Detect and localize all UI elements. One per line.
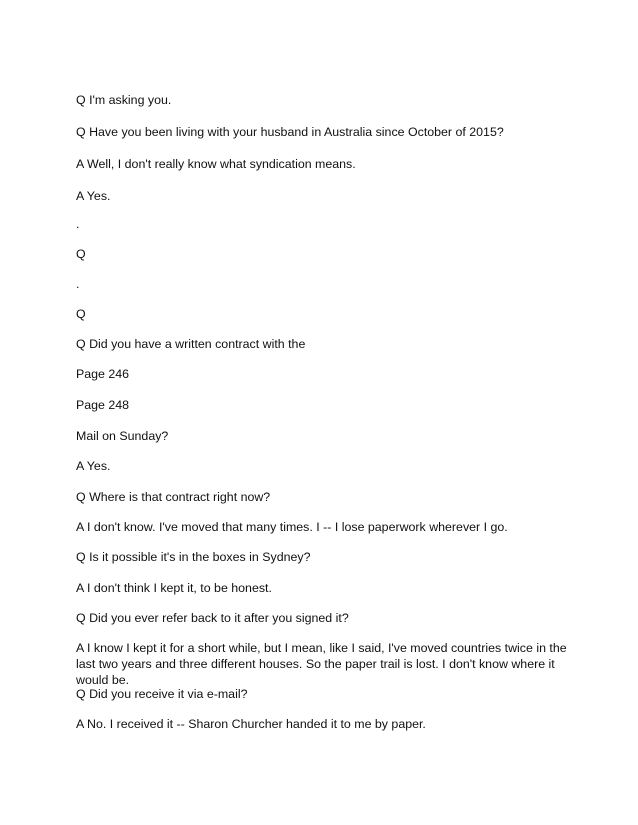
paragraph: Q I'm asking you. xyxy=(76,93,172,107)
paragraph: A Yes. xyxy=(76,459,111,473)
paragraph: Mail on Sunday? xyxy=(76,429,169,443)
paragraph: A Yes. xyxy=(76,189,111,203)
paragraph: A No. I received it -- Sharon Churcher handed it to me by paper. xyxy=(76,717,426,731)
paragraph: Q xyxy=(76,307,86,321)
page-number: Page 246 xyxy=(76,367,130,381)
paragraph: . xyxy=(76,277,80,291)
paragraph: A I know I kept it for a short while, but I mean, like I said, I've moved countries twice in the last two years and three different houses. So the paper trail is lost. I don't know where it would be. xyxy=(76,641,567,687)
paragraph: Q xyxy=(76,247,86,261)
paragraph: Q Did you receive it via e-mail? xyxy=(76,687,248,701)
paragraph: Q Have you been living with your husband in Australia since October of 2015? xyxy=(76,125,504,139)
paragraph: Q Where is that contract right now? xyxy=(76,490,271,504)
paragraph: A Well, I don't really know what syndication means. xyxy=(76,157,356,171)
paragraph: Q Did you have a written contract with the xyxy=(76,337,306,351)
paragraph: A I don't think I kept it, to be honest. xyxy=(76,581,272,595)
paragraph: A I don't know. I've moved that many times. I -- I lose paperwork wherever I go. xyxy=(76,520,508,534)
paragraph: Q Is it possible it's in the boxes in Sydney? xyxy=(76,550,311,564)
paragraph: . xyxy=(76,217,80,231)
paragraph: Q Did you ever refer back to it after you signed it? xyxy=(76,611,349,625)
page-number: Page 248 xyxy=(76,398,130,412)
